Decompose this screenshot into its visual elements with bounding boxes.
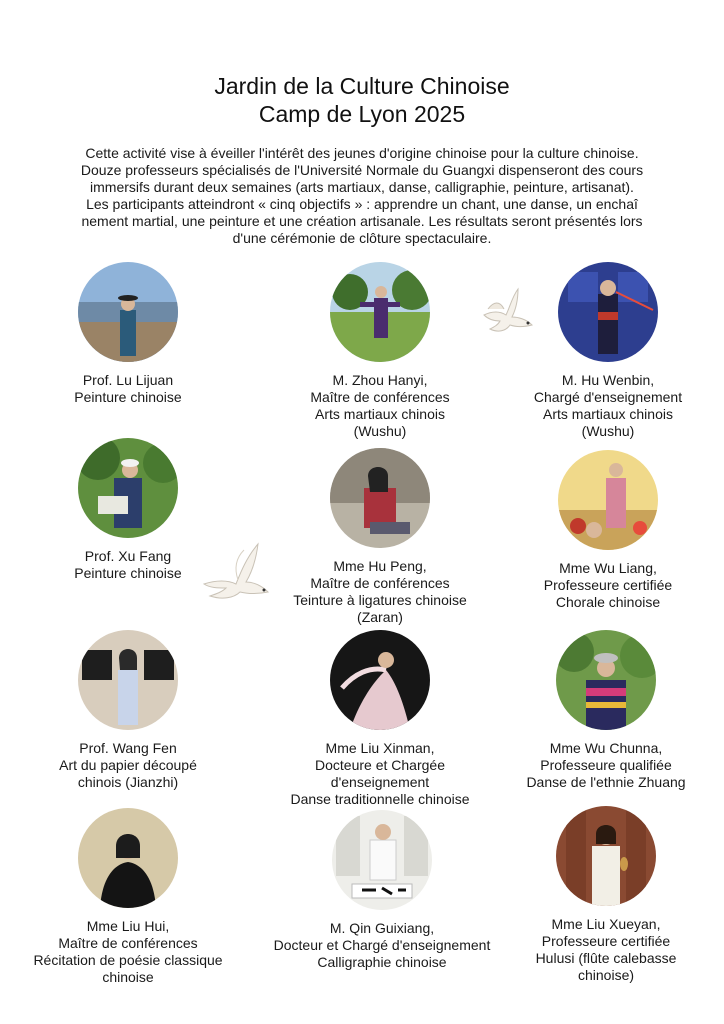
teacher-photo (556, 630, 656, 730)
teacher-card (483, 262, 724, 440)
caption-line: Art du papier découpé (59, 757, 197, 773)
teacher-caption (481, 740, 724, 791)
caption-line: Arts martiaux chinois (543, 406, 673, 422)
caption-line: Mme Liu Hui, (86, 918, 170, 934)
caption-line: (Wushu) (353, 423, 407, 439)
caption-line: Maître de conférences (310, 575, 450, 591)
intro-line: Les participants atteindront « cinq objectifs » : apprendre un chant, une danse, un enchaî (86, 196, 638, 212)
teacher-card (481, 630, 724, 791)
caption-line: Arts martiaux chinois (315, 406, 445, 422)
teacher-caption (3, 372, 253, 406)
teacher-caption (483, 560, 724, 611)
teacher-card (3, 630, 253, 791)
caption-line: Mme Hu Peng, (333, 558, 427, 574)
teacher-photo (558, 450, 658, 550)
caption-line: Docteur et Chargé d'enseignement (273, 937, 491, 953)
caption-line: M. Hu Wenbin, (561, 372, 655, 388)
page-title (0, 72, 724, 128)
teacher-photo (78, 808, 178, 908)
teacher-caption (483, 372, 724, 440)
caption-line: d'enseignement (330, 774, 430, 790)
teacher-card (3, 808, 253, 986)
teacher-caption (3, 918, 253, 986)
caption-line: Mme Wu Liang, (559, 560, 657, 576)
caption-line: Maître de conférences (58, 935, 198, 951)
caption-line: Hulusi (flûte calebasse (535, 950, 677, 966)
teacher-caption (255, 372, 505, 440)
intro-line: Cette activité vise à éveiller l'intérêt des jeunes d'origine chinoise pour la culture chinoise. (85, 145, 639, 161)
teacher-card (3, 438, 253, 582)
caption-line: Docteure et Chargée (315, 757, 445, 773)
teacher-card (481, 806, 724, 984)
caption-line: Professeure certifiée (541, 933, 671, 949)
teacher-card (483, 450, 724, 611)
teacher-caption (255, 558, 505, 626)
caption-line: Peinture chinoise (74, 389, 182, 405)
caption-line: Calligraphie chinoise (317, 954, 447, 970)
caption-line: Mme Wu Chunna, (549, 740, 663, 756)
teacher-photo (78, 438, 178, 538)
title-line-2: Camp de Lyon 2025 (258, 101, 466, 127)
intro-line: d'une cérémonie de clôture spectaculaire. (232, 230, 492, 246)
title-line-1: Jardin de la Culture Chinoise (214, 73, 510, 99)
caption-line: M. Zhou Hanyi, (332, 372, 428, 388)
teacher-photo (330, 448, 430, 548)
caption-line: (Wushu) (581, 423, 635, 439)
caption-line: Prof. Lu Lijuan (82, 372, 174, 388)
teacher-caption (255, 740, 505, 808)
caption-line: Peinture chinoise (74, 565, 182, 581)
teacher-photo (558, 262, 658, 362)
caption-line: Mme Liu Xinman, (325, 740, 435, 756)
teacher-caption (3, 740, 253, 791)
teacher-photo (556, 806, 656, 906)
teacher-photo (330, 630, 430, 730)
intro-line: immersifs durant deux semaines (arts martiaux, danse, calligraphie, peinture, artisanat). (90, 179, 634, 195)
caption-line: Mme Liu Xueyan, (551, 916, 661, 932)
caption-line: Teinture à ligatures chinoise (293, 592, 467, 608)
caption-line: M. Qin Guixiang, (329, 920, 435, 936)
caption-line: Danse de l'ethnie Zhuang (526, 774, 686, 790)
teacher-photo (78, 262, 178, 362)
teacher-photo (332, 810, 432, 910)
intro-paragraph (20, 145, 704, 247)
teacher-card (255, 448, 505, 626)
caption-line: chinois (Jianzhi) (77, 774, 179, 790)
teacher-card (255, 262, 505, 440)
teacher-card (257, 810, 507, 971)
caption-line: Chorale chinoise (555, 594, 661, 610)
caption-line: chinoise) (577, 967, 635, 983)
caption-line: Professeure qualifiée (540, 757, 672, 773)
caption-line: (Zaran) (357, 609, 403, 625)
caption-line: Professeure certifiée (543, 577, 673, 593)
caption-line: chinoise (102, 969, 154, 985)
caption-line: Maître de conférences (310, 389, 450, 405)
teacher-card (3, 262, 253, 406)
caption-line: Récitation de poésie classique (33, 952, 223, 968)
teacher-card (255, 630, 505, 808)
teacher-photo (330, 262, 430, 362)
intro-line: Douze professeurs spécialisés de l'Université Normale du Guangxi dispenseront des cours (80, 162, 644, 178)
teacher-photo (78, 630, 178, 730)
caption-line: Prof. Wang Fen (79, 740, 177, 756)
caption-line: Danse traditionnelle chinoise (290, 791, 470, 807)
teacher-caption (481, 916, 724, 984)
teacher-caption (257, 920, 507, 971)
intro-line: nement martial, une peinture et une création artisanale. Les résultats seront présentés lors (81, 213, 643, 229)
teacher-caption (3, 548, 253, 582)
caption-line: Chargé d'enseignement (533, 389, 683, 405)
caption-line: Prof. Xu Fang (84, 548, 172, 564)
